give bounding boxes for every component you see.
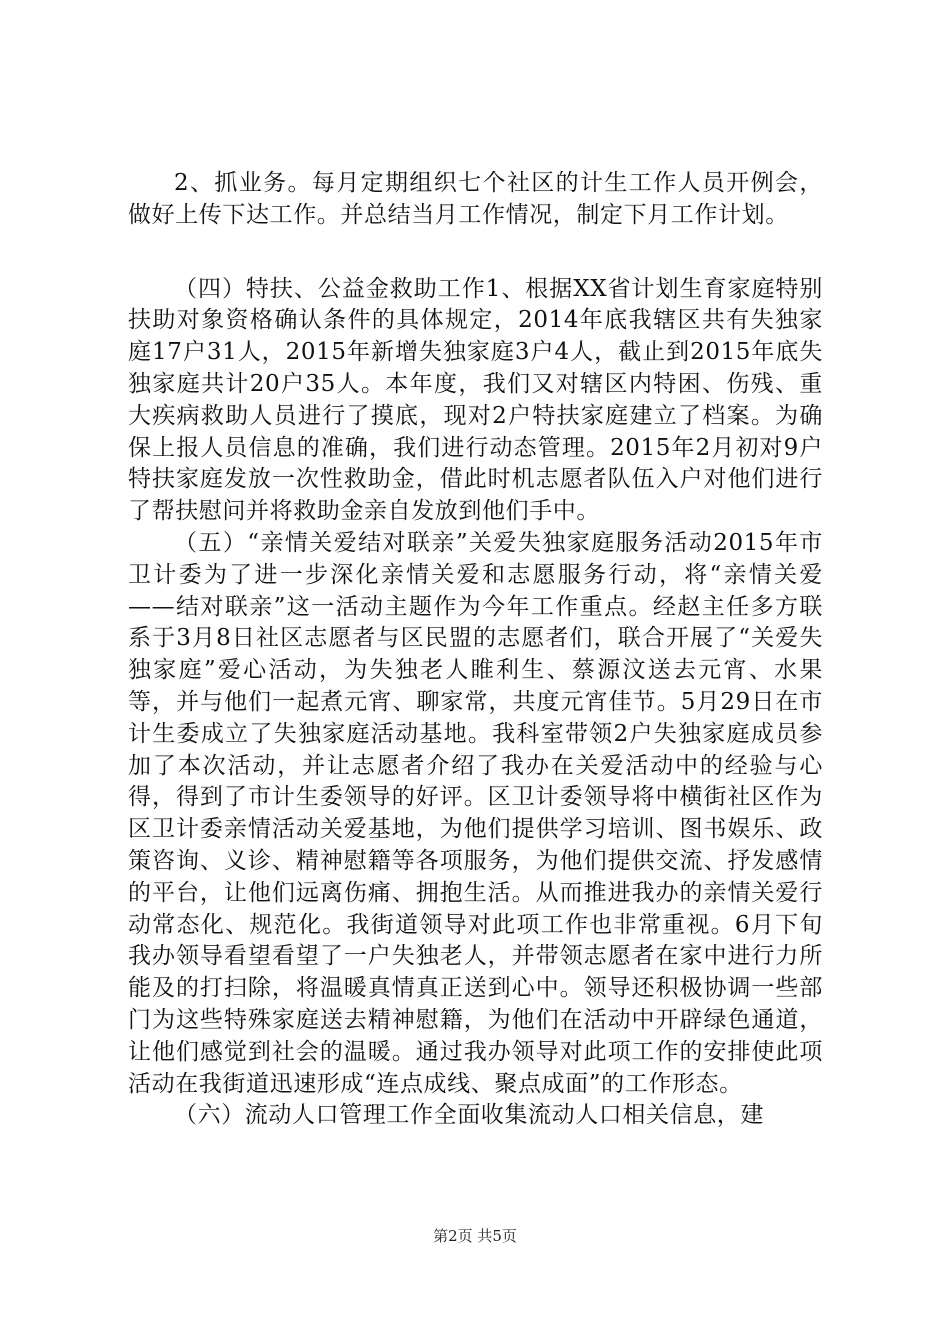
paragraph-special-assistance: （四）特扶、公益金救助工作1、根据XX省计划生育家庭特别扶助对象资格确认条件的具体规定，2014年底我辖区共有失独家庭17户31人，2015年新增失独家庭3户4人，截止到2015年底失独家庭共计20户35人。本年度，我们又对辖区内特困、伤残、重大疾病救助人员进行了摸底，现对2户特扶家庭建立了档案。为确保上报人员信息的准确，我们进行动态管理。2015年2月初对9户特扶家庭发放一次性救助金，借此时机志愿者队伍入户对他们进行了帮扶慰问并将救助金亲自发放到他们手中。 [128, 275, 823, 525]
paragraph-floating-population: （六）流动人口管理工作全面收集流动人口相关信息，建 [174, 1102, 764, 1129]
page-number-footer: 第2页 共5页 [433, 1227, 517, 1245]
document-body [128, 168, 823, 1132]
paragraph-family-care-activity: （五）“亲情关爱结对联亲”关爱失独家庭服务活动2015年市卫计委为了进一步深化亲情关爱和志愿服务行动，将“亲情关爱——结对联亲”这一活动主题作为今年工作重点。经赵主任多方联系于3月8日社区志愿者与区民盟的志愿者们，联合开展了“关爱失独家庭”爱心活动，为失独老人睢利生、蔡源汶送去元宵、水果等，并与他们一起煮元宵、聊家常，共度元宵佳节。5月29日在市计生委成立了失独家庭活动基地。我科室带领2户失独家庭成员参加了本次活动，并让志愿者介绍了我办在关爱活动中的经验与心得，得到了市计生委领导的好评。区卫计委领导将中横街社区作为区卫计委亲情活动关爱基地，为他们提供学习培训、图书娱乐、政策咨询、义诊、精神慰籍等各项服务，为他们提供交流、抒发感情的平台，让他们远离伤痛、拥抱生活。从而推进我办的亲情关爱行动常态化、规范化。我街道领导对此项工作也非常重视。6月下旬我办领导看望看望了一户失独老人，并带领志愿者在家中进行力所能及的打扫除，将温暖真情真正送到心中。领导还积极协调一些部门为这些特殊家庭送去精神慰籍，为他们在活动中开辟绿色通道，让他们感觉到社会的温暖。通过我办领导对此项工作的安排使此项活动在我街道迅速形成“连点成线、聚点成面”的工作形态。 [128, 529, 823, 1097]
paragraph-business: 2、抓业务。每月定期组织七个社区的计生工作人员开例会，做好上传下达工作。并总结当月工作情况，制定下月工作计划。 [128, 170, 823, 228]
